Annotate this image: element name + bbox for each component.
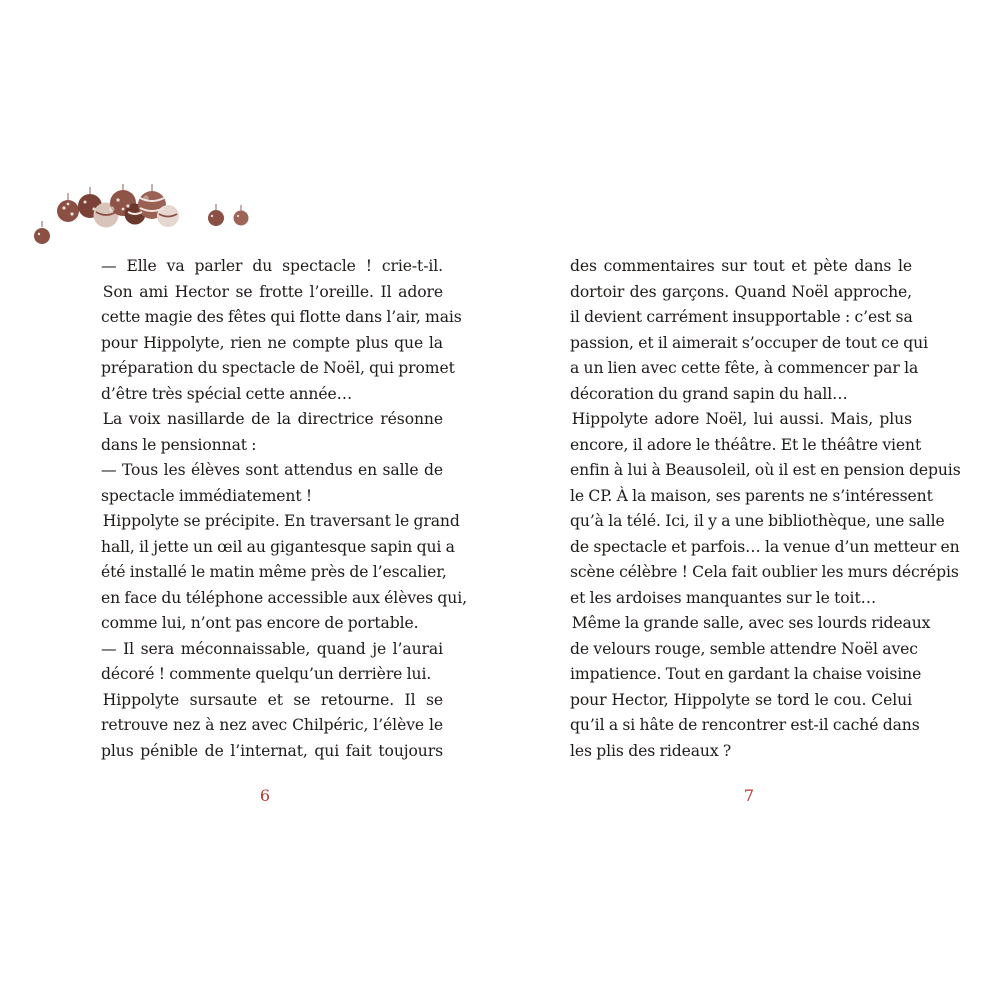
text-line: dortoir des garçons. Quand Noël approche,: [570, 282, 912, 301]
text-line: encore, il adore le théâtre. Et le théâtre vient: [570, 435, 922, 454]
text-line: en face du téléphone accessible aux élèves qui,: [101, 588, 467, 607]
text-line: été installé le matin même près de l’escalier,: [101, 563, 447, 581]
text-line: et les ardoises manquantes sur le toit…: [570, 588, 877, 607]
text-line: décoré ! commente quelqu’un derrière lui.: [101, 665, 432, 683]
text-line: Même la grande salle, avec ses lourds rideaux: [571, 614, 931, 632]
text-line: La voix nasillarde de la directrice résonne: [102, 410, 443, 428]
text-line: — Il sera méconnaissable, quand je l’aurai: [101, 639, 443, 658]
text-line: a un lien avec cette fête, à commencer par la: [570, 359, 919, 377]
text-line: Hippolyte adore Noël, lui aussi. Mais, plus: [571, 410, 912, 428]
left-page-text: [101, 254, 467, 764]
text-line: Hippolyte se précipite. En traversant le grand: [102, 512, 460, 530]
text-line: impatience. Tout en gardant la chaise voisine: [570, 665, 922, 683]
text-line: les plis des rideaux ?: [570, 741, 732, 760]
text-line: décoration du grand sapin du hall…: [570, 384, 848, 403]
text-line: enfin à lui à Beausoleil, où il est en pension depuis: [570, 461, 961, 479]
text-line: il devient carrément insupportable : c’est sa: [570, 308, 913, 326]
page-number-right: 7: [743, 786, 755, 805]
text-line: des commentaires sur tout et pète dans le: [570, 257, 912, 275]
text-line: comme lui, n’ont pas encore de portable.: [101, 614, 419, 632]
text-line: pour Hector, Hippolyte se tord le cou. Celui: [570, 690, 912, 709]
text-line: le CP. À la maison, ses parents ne s’intéressent: [570, 486, 933, 505]
text-line: préparation du spectacle de Noël, qui promet: [101, 359, 455, 377]
text-line: pour Hippolyte, rien ne compte plus que la: [101, 333, 443, 352]
page-number-left: 6: [259, 786, 271, 805]
text-line: scène célèbre ! Cela fait oublier les murs décrépis: [570, 563, 959, 581]
text-line: qu’il a si hâte de rencontrer est-il caché dans: [570, 716, 920, 734]
christmas-baubles-icon: [28, 178, 258, 250]
text-line: — Tous les élèves sont attendus en salle de: [101, 461, 443, 479]
text-line: — Elle va parler du spectacle ! crie-t-il.: [101, 257, 443, 275]
text-line: de spectacle et parfois… la venue d’un metteur en: [570, 537, 960, 556]
text-line: dans le pensionnat :: [101, 435, 257, 454]
text-line: cette magie des fêtes qui flotte dans l’air, mais: [101, 308, 462, 326]
text-line: qu’à la télé. Ici, il y a une bibliothèque, une salle: [570, 512, 945, 530]
right-page-text: [570, 254, 961, 764]
text-line: passion, et il aimerait s’occuper de tout ce qui: [570, 333, 928, 352]
text-line: plus pénible de l’internat, qui fait toujours: [101, 741, 443, 760]
text-line: de velours rouge, semble attendre Noël avec: [570, 639, 918, 658]
text-line: d’être très spécial cette année…: [101, 384, 353, 403]
text-line: hall, il jette un œil au gigantesque sapin qui a: [101, 537, 455, 556]
text-line: Hippolyte sursaute et se retourne. Il se: [102, 690, 443, 709]
text-line: Son ami Hector se frotte l’oreille. Il adore: [102, 282, 443, 301]
text-line: spectacle immédiatement !: [101, 486, 313, 505]
text-line: retrouve nez à nez avec Chilpéric, l’élève le: [101, 716, 443, 734]
